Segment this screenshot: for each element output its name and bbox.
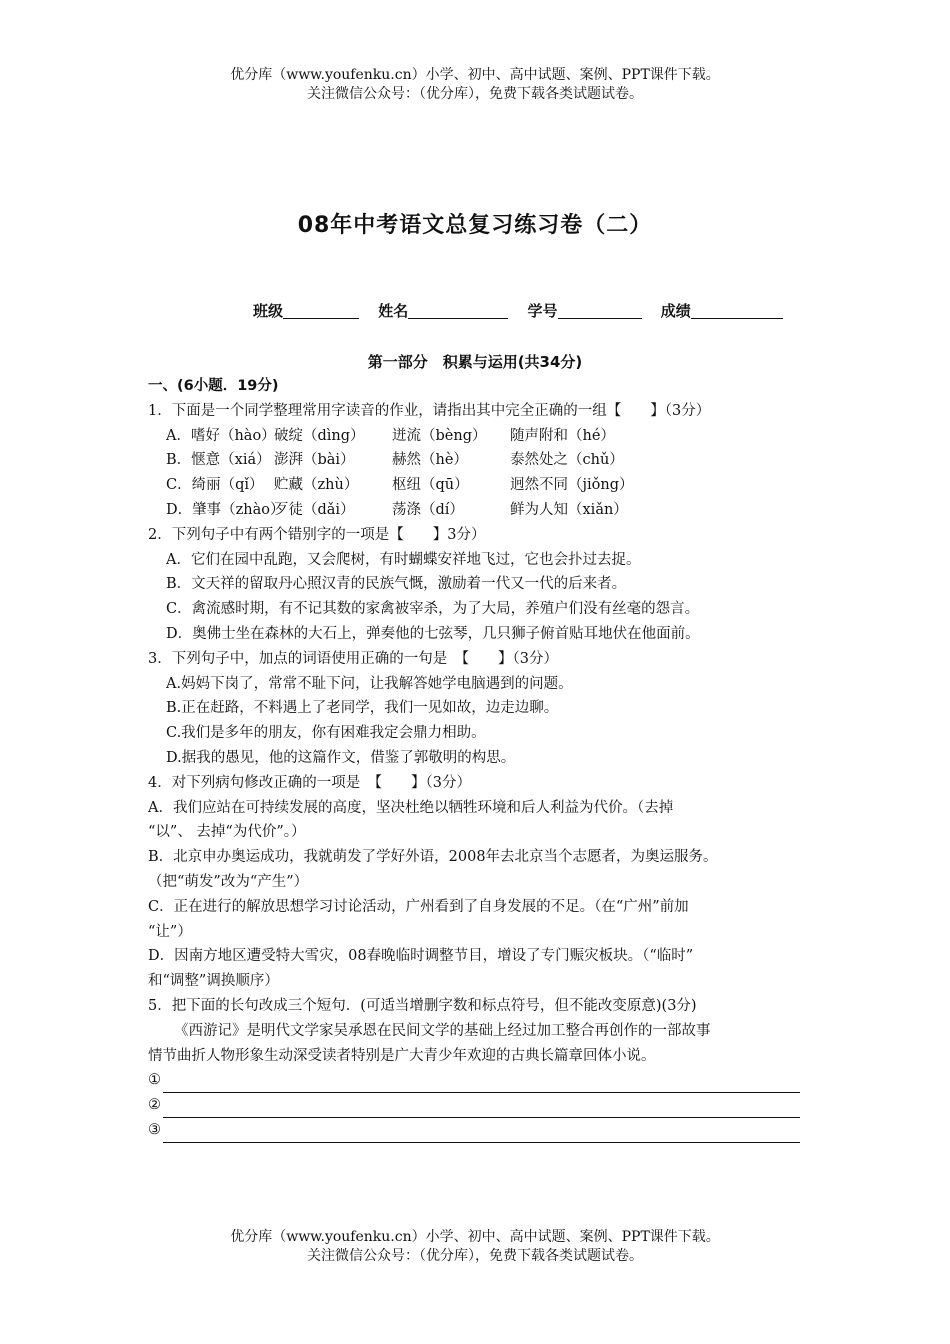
q1-item: 鲜为人知（xiǎn） [510,501,628,518]
q4-line: “以”、 去掉“为代价”。） [148,824,306,841]
q1-item: 破绽（dìng） [274,427,365,444]
question-2-stem: 2．下列句子中有两个错别字的一项是【 】3分） [148,526,486,543]
q1-item: 迸流（bèng） [392,427,487,444]
score-blank[interactable] [691,302,783,319]
name-label: 姓名 [378,302,409,320]
q3-option-b: B.正在赶路，不料遇上了老同学，我们一见如故，边走边聊。 [166,700,559,717]
class-label: 班级 [253,302,284,320]
q1-item: 荡涤（dí） [392,501,464,518]
q1-item: C．绮丽（qǐ） [166,477,264,494]
q4-line: “让”） [148,923,192,940]
answer-line-2[interactable] [148,1093,800,1118]
q2-option-d: D．奥佛士坐在森林的大石上，弹奏他的七弦琴，几只狮子俯首贴耳地伏在他面前。 [166,625,700,642]
question-content [148,374,800,1143]
q1-item: 贮藏（zhù） [274,477,359,494]
header-line-2: 关注微信公众号：（优分库），免费下载各类试题试卷。 [307,86,643,102]
page-title: 08年中考语文总复习练习卷（二） [297,213,653,238]
question-5-stem: 5．把下面的长句改成三个短句．(可适当增删字数和标点符号，但不能改变原意)(3分) [148,997,697,1014]
answer-rule[interactable] [163,1126,800,1143]
name-field[interactable] [378,300,508,321]
header-line-1: 优分库（www.youfenku.cn）小学、初中、高中试题、案例、PPT课件下载。 [230,67,720,83]
number-field[interactable] [528,300,642,321]
q1-item: 澎湃（bài） [274,452,355,469]
answer-rule[interactable] [163,1101,800,1118]
number-label: 学号 [527,302,558,320]
page-footer [0,1228,950,1266]
q5-passage-line-2: 情节曲折人物形象生动深受读者特别是广大青少年欢迎的古典长篇章回体小说。 [148,1047,656,1064]
q2-option-c: C．禽流感时期，有不记其数的家禽被宰杀，为了大局，养殖户们没有丝毫的怨言。 [166,601,700,618]
q1-option-row [148,424,800,449]
class-blank[interactable] [283,302,359,319]
q1-item: 泰然处之（chǔ） [510,452,624,469]
q1-item: 赫然（hè） [392,452,468,469]
q1-item: B．惬意（xiá） [166,452,271,469]
q1-option-row [148,448,800,473]
q3-option-a: A.妈妈下岗了，常常不耻下问，让我解答她学电脑遇到的问题。 [166,675,573,692]
question-1-stem: 1．下面是一个同学整理常用字读音的作业，请指出其中完全正确的一组【 】（3分） [148,402,711,419]
q4-line: C．正在进行的解放思想学习讨论活动，广州看到了自身发展的不足。（在“广州”前加 [148,898,689,915]
answer-line-1[interactable] [148,1068,800,1093]
q2-option-b: B．文天祥的留取丹心照汉青的民族气慨，激励着一代又一代的后来者。 [166,576,627,593]
class-field[interactable] [253,300,359,321]
part-title: 第一部分 积累与运用(共34分) [367,353,583,371]
question-4-stem: 4．对下列病句修改正确的一项是 【 】（3分） [148,774,471,791]
q4-line: D．因南方地区遭受特大雪灾，08春晚临时调整节目，增设了专门赈灾板块。（“临时” [148,948,694,965]
q1-item: 枢纽（qū） [392,477,469,494]
q1-item: 随声附和（hé） [510,427,615,444]
student-info-row [253,300,797,321]
section-heading: 一、(6小题．19分) [148,378,279,394]
q1-item: 歹徒（dǎi） [274,501,355,518]
footer-line-1: 优分库（www.youfenku.cn）小学、初中、高中试题、案例、PPT课件下载。 [230,1229,720,1245]
question-3-stem: 3．下列句子中，加点的词语使用正确的一句是 【 】（3分） [148,650,558,667]
page-header [0,66,950,104]
q1-option-row [148,473,800,498]
q4-line: A．我们应站在可持续发展的高度，坚决杜绝以牺牲环境和后人利益为代价。（去掉 [148,799,674,816]
q1-option-row [148,498,800,523]
score-label: 成绩 [660,302,691,320]
q2-option-a: A．它们在园中乱跑，又会爬树，有时蝴蝶安祥地飞过，它也会扑过去捉。 [166,551,641,568]
q1-item: A．嗜好（hào） [166,427,276,444]
q1-item: D．肇事（zhào） [166,501,285,518]
q5-passage-line-1: 《西游记》是明代文学家吴承恩在民间文学的基础上经过加工整合再创作的一部故事 [174,1022,711,1039]
answer-line-3[interactable] [148,1118,800,1143]
answer-marker: ③ [148,1121,161,1138]
number-blank[interactable] [558,302,642,319]
q4-line: （把“萌发”改为“产生”） [148,873,309,890]
footer-line-2: 关注微信公众号：（优分库），免费下载各类试题试卷。 [307,1248,643,1264]
q4-line: B．北京申办奥运成功，我就萌发了学好外语，2008年去北京当个志愿者，为奥运服务。 [148,849,718,866]
answer-marker: ① [148,1072,161,1089]
q1-item: 迥然不同（jiǒng） [510,477,634,494]
answer-marker: ② [148,1097,161,1114]
q3-option-d: D.据我的愚见，他的这篇作文，借鉴了郭敬明的构思。 [166,749,516,766]
q4-line: 和“调整”调换顺序） [148,973,279,990]
name-blank[interactable] [408,302,508,319]
score-field[interactable] [661,300,783,321]
q3-option-c: C.我们是多年的朋友，你有困难我定会鼎力相助。 [166,725,486,742]
answer-rule[interactable] [163,1076,800,1093]
